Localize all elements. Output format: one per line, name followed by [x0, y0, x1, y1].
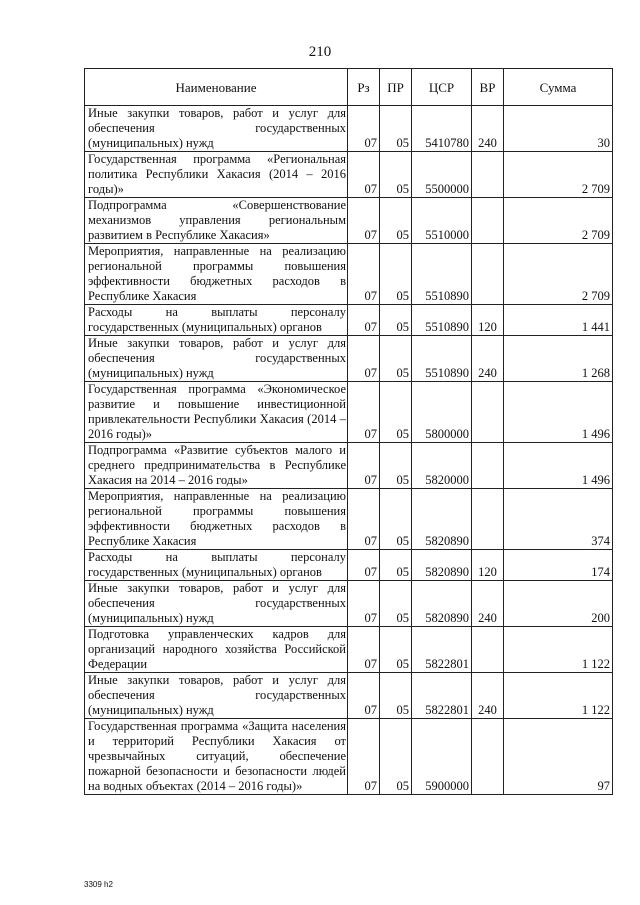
row-pr: 05 [380, 336, 412, 382]
table-body [85, 106, 613, 795]
table-row [85, 305, 613, 336]
row-pr: 05 [380, 106, 412, 152]
row-vr [472, 489, 504, 550]
row-csr: 5510890 [412, 244, 472, 305]
table-row [85, 198, 613, 244]
row-csr: 5410780 [412, 106, 472, 152]
row-pr: 05 [380, 550, 412, 581]
row-sum: 1 496 [504, 443, 613, 489]
row-rz: 07 [348, 627, 380, 673]
row-pr: 05 [380, 152, 412, 198]
table-row [85, 106, 613, 152]
header-csr: ЦСР [412, 69, 472, 106]
row-sum: 2 709 [504, 152, 613, 198]
row-name: Подпрограмма «Совершенствование механизмов управления региональным развитием в Республике Хакасия» [85, 198, 348, 244]
row-name: Государственная программа «Защита населения и территорий Республики Хакасия от чрезвычайных ситуаций, обеспечение пожарной безопасности и безопасности людей на водных объектах (2014 – 2016 годы)» [85, 719, 348, 795]
table-row [85, 581, 613, 627]
row-pr: 05 [380, 489, 412, 550]
row-name: Иные закупки товаров, работ и услуг для обеспечения государственных (муниципальных) нужд [85, 673, 348, 719]
header-pr: ПР [380, 69, 412, 106]
row-sum: 2 709 [504, 244, 613, 305]
table-header-row [85, 69, 613, 106]
budget-table [84, 68, 613, 795]
row-csr: 5510000 [412, 198, 472, 244]
row-rz: 07 [348, 443, 380, 489]
row-sum: 1 441 [504, 305, 613, 336]
row-csr: 5822801 [412, 673, 472, 719]
row-pr: 05 [380, 382, 412, 443]
row-name: Мероприятия, направленные на реализацию региональной программы повышения эффективности бюджетных расходов в Республике Хакасия [85, 244, 348, 305]
row-pr: 05 [380, 305, 412, 336]
row-sum: 174 [504, 550, 613, 581]
row-sum: 1 268 [504, 336, 613, 382]
row-rz: 07 [348, 719, 380, 795]
table-row [85, 627, 613, 673]
row-csr: 5800000 [412, 382, 472, 443]
row-sum: 1 496 [504, 382, 613, 443]
row-name: Расходы на выплаты персоналу государственных (муниципальных) органов [85, 305, 348, 336]
row-sum: 374 [504, 489, 613, 550]
row-csr: 5822801 [412, 627, 472, 673]
row-rz: 07 [348, 673, 380, 719]
table-row [85, 719, 613, 795]
table-row [85, 244, 613, 305]
header-name: Наименование [85, 69, 348, 106]
row-name: Мероприятия, направленные на реализацию региональной программы повышения эффективности бюджетных расходов в Республике Хакасия [85, 489, 348, 550]
row-pr: 05 [380, 673, 412, 719]
row-sum: 200 [504, 581, 613, 627]
row-vr: 120 [472, 550, 504, 581]
row-name: Государственная программа «Экономическое развитие и повышение инвестиционной привлекательности Республики Хакасия (2014 – 2016 годы)» [85, 382, 348, 443]
row-csr: 5510890 [412, 305, 472, 336]
row-vr: 240 [472, 673, 504, 719]
row-name: Подготовка управленческих кадров для организаций народного хозяйства Российской Федерации [85, 627, 348, 673]
row-sum: 30 [504, 106, 613, 152]
header-sum: Сумма [504, 69, 613, 106]
row-rz: 07 [348, 336, 380, 382]
table-row [85, 152, 613, 198]
row-name: Государственная программа «Региональная политика Республики Хакасия (2014 – 2016 годы)» [85, 152, 348, 198]
table-row [85, 489, 613, 550]
row-sum: 1 122 [504, 673, 613, 719]
row-sum: 2 709 [504, 198, 613, 244]
row-vr: 240 [472, 581, 504, 627]
row-pr: 05 [380, 581, 412, 627]
row-rz: 07 [348, 581, 380, 627]
row-sum: 97 [504, 719, 613, 795]
row-name: Иные закупки товаров, работ и услуг для обеспечения государственных (муниципальных) нужд [85, 581, 348, 627]
row-vr [472, 198, 504, 244]
row-rz: 07 [348, 489, 380, 550]
row-csr: 5820890 [412, 550, 472, 581]
row-name: Расходы на выплаты персоналу государственных (муниципальных) органов [85, 550, 348, 581]
row-pr: 05 [380, 719, 412, 795]
row-vr [472, 382, 504, 443]
row-csr: 5900000 [412, 719, 472, 795]
row-vr [472, 152, 504, 198]
row-name: Подпрограмма «Развитие субъектов малого и среднего предпринимательства в Республике Хакасия на 2014 – 2016 годы» [85, 443, 348, 489]
row-rz: 07 [348, 106, 380, 152]
row-rz: 07 [348, 198, 380, 244]
header-rz: Рз [348, 69, 380, 106]
row-rz: 07 [348, 152, 380, 198]
row-csr: 5820890 [412, 581, 472, 627]
row-vr: 240 [472, 336, 504, 382]
table-row [85, 673, 613, 719]
row-vr [472, 627, 504, 673]
row-pr: 05 [380, 244, 412, 305]
row-vr: 120 [472, 305, 504, 336]
row-csr: 5500000 [412, 152, 472, 198]
row-vr [472, 244, 504, 305]
table-row [85, 550, 613, 581]
row-csr: 5510890 [412, 336, 472, 382]
row-name: Иные закупки товаров, работ и услуг для обеспечения государственных (муниципальных) нужд [85, 336, 348, 382]
row-rz: 07 [348, 244, 380, 305]
row-pr: 05 [380, 443, 412, 489]
table-row [85, 382, 613, 443]
row-rz: 07 [348, 550, 380, 581]
page-number: 210 [308, 44, 332, 60]
footer-code: 3309 h2 [84, 880, 113, 889]
row-vr: 240 [472, 106, 504, 152]
row-csr: 5820890 [412, 489, 472, 550]
table-row [85, 443, 613, 489]
row-pr: 05 [380, 198, 412, 244]
table-row [85, 336, 613, 382]
row-csr: 5820000 [412, 443, 472, 489]
row-vr [472, 719, 504, 795]
row-name: Иные закупки товаров, работ и услуг для обеспечения государственных (муниципальных) нужд [85, 106, 348, 152]
row-rz: 07 [348, 305, 380, 336]
row-sum: 1 122 [504, 627, 613, 673]
row-vr [472, 443, 504, 489]
row-pr: 05 [380, 627, 412, 673]
header-vr: ВР [472, 69, 504, 106]
row-rz: 07 [348, 382, 380, 443]
